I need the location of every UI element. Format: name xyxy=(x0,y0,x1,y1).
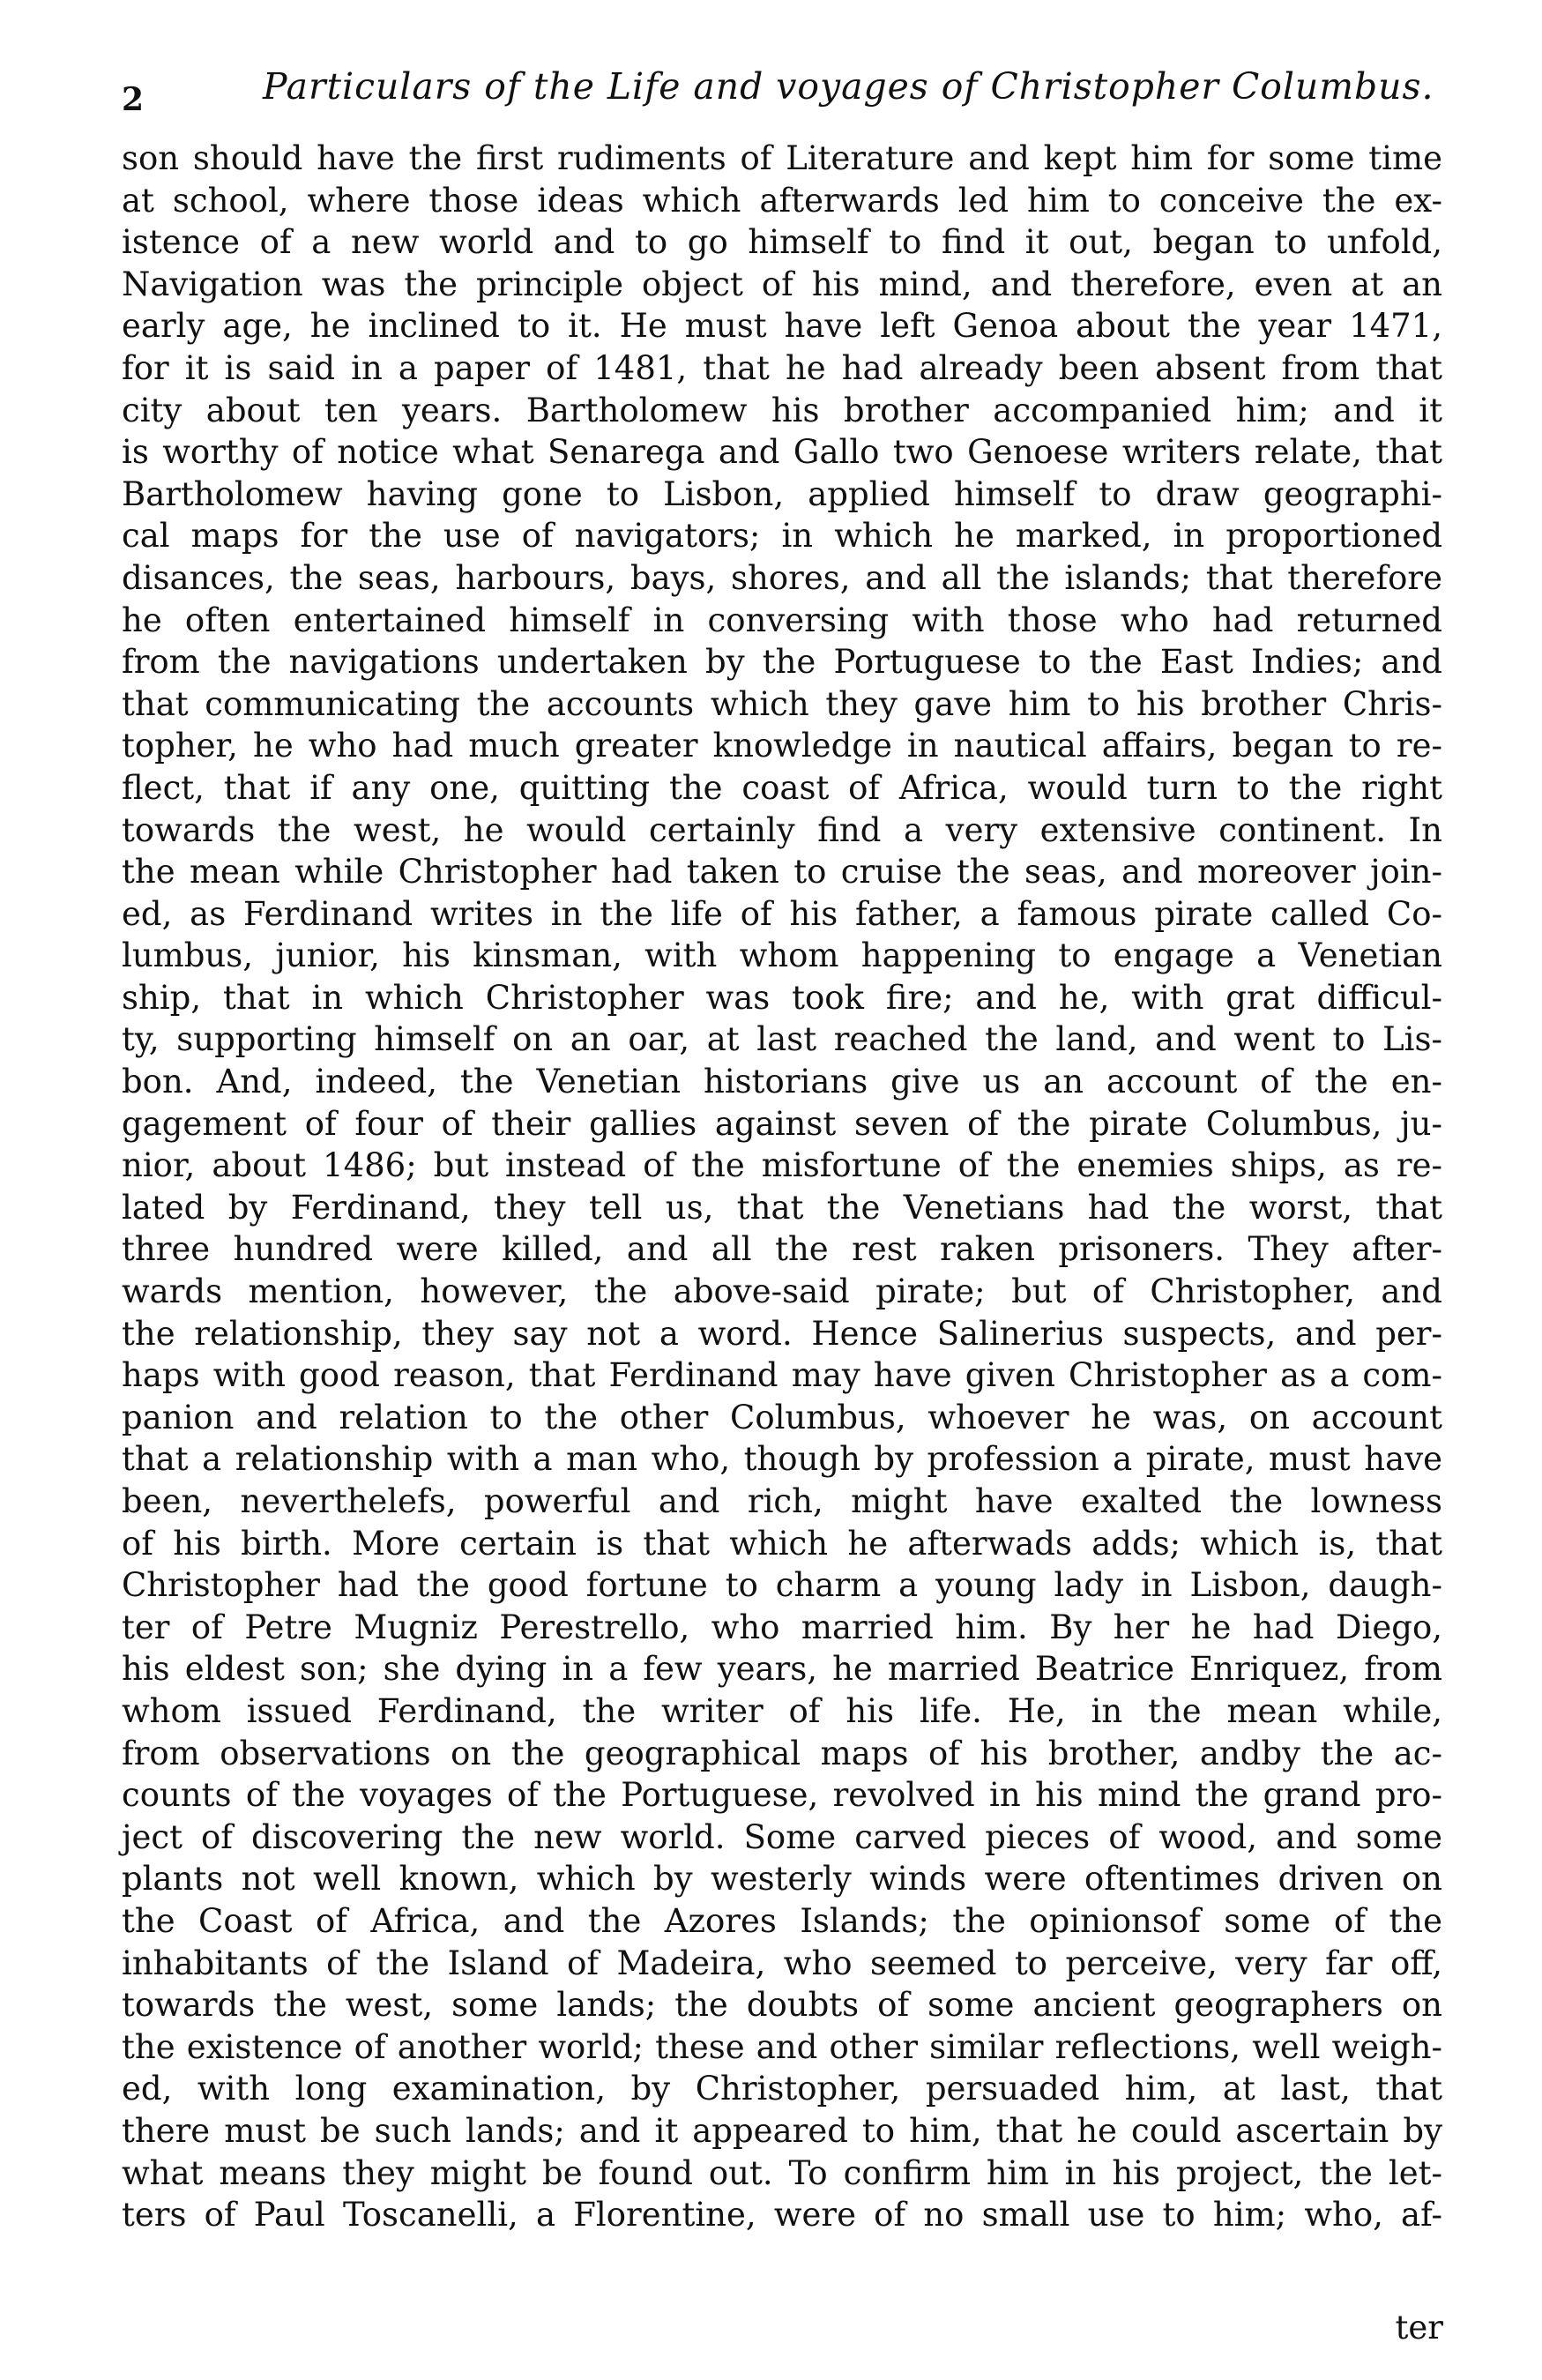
text-line: whom issued Ferdinand, the writer of his life. He, in the mean while, xyxy=(122,1691,1442,1730)
text-line: been, neverthelefs, powerful and rich, might have exalted the lowness xyxy=(122,1482,1442,1520)
text-line: the relationship, they say not a word. Hence Salinerius suspects, and per- xyxy=(122,1314,1442,1353)
running-title: Particulars of the Life and voyages of Christopher Columbus. xyxy=(263,65,1434,108)
text-line: gagement of four of their gallies against seven of the pirate Columbus, ju- xyxy=(122,1104,1442,1143)
text-line: ship, that in which Christopher was took fire; and he, with grat difficul- xyxy=(122,978,1442,1017)
text-line: istence of a new world and to go himself to find it out, began to unfold, xyxy=(122,223,1442,262)
text-line: disances, the seas, harbours, bays, shores, and all the islands; that therefore xyxy=(122,558,1442,597)
text-line: son should have the first rudiments of Literature and kept him for some time xyxy=(122,139,1442,177)
text-line: lumbus, junior, his kinsman, with whom happening to engage a Venetian xyxy=(122,936,1442,975)
catchword: ter xyxy=(1395,2309,1443,2346)
text-line: topher, he who had much greater knowledge in nautical affairs, began to re- xyxy=(122,727,1442,765)
text-line: bon. And, indeed, the Venetian historians give us an account of the en- xyxy=(122,1063,1442,1101)
text-line: of his birth. More certain is that which he afterwads adds; which is, that xyxy=(122,1524,1442,1563)
text-line: the mean while Christopher had taken to cruise the seas, and moreover join- xyxy=(122,853,1442,892)
text-line: at school, where those ideas which afterwards led him to conceive the ex- xyxy=(122,181,1442,220)
text-line: the existence of another world; these and other similar reflections, well weigh- xyxy=(122,2027,1442,2066)
text-line: ty, supporting himself on an oar, at last reached the land, and went to Lis- xyxy=(122,1020,1442,1059)
text-line: panion and relation to the other Columbus, whoever he was, on account xyxy=(122,1398,1442,1436)
text-line: wards mention, however, the above-said pirate; but of Christopher, and xyxy=(122,1272,1442,1311)
text-line: plants not well known, which by westerly winds were oftentimes driven on xyxy=(122,1860,1442,1899)
text-line: early age, he inclined to it. He must have left Genoa about the year 1471, xyxy=(122,307,1442,346)
text-line: he often entertained himself in conversing with those who had returned xyxy=(122,601,1442,639)
text-line: towards the west, some lands; the doubts of some ancient geographers on xyxy=(122,1986,1442,2025)
text-line: from the navigations undertaken by the Portuguese to the East Indies; and xyxy=(122,643,1442,682)
text-line: cal maps for the use of navigators; in which he marked, in proportioned xyxy=(122,517,1442,556)
text-line: that communicating the accounts which they gave him to his brother Chris- xyxy=(122,684,1442,723)
text-line: his eldest son; she dying in a few years, he married Beatrice Enriquez, from xyxy=(122,1650,1442,1689)
text-line: ter of Petre Mugniz Perestrello, who married him. By her he had Diego, xyxy=(122,1608,1442,1646)
page-number: 2 xyxy=(122,81,145,118)
text-line: haps with good reason, that Ferdinand may have given Christopher as a com- xyxy=(122,1356,1442,1395)
text-line: ject of discovering the new world. Some carved pieces of wood, and some xyxy=(122,1817,1442,1856)
text-line: for it is said in a paper of 1481, that he had already been absent from that xyxy=(122,348,1442,387)
text-line: nior, about 1486; but instead of the misfortune of the enemies ships, as re- xyxy=(122,1146,1442,1185)
text-line: what means they might be found out. To confirm him in his project, the let- xyxy=(122,2153,1442,2192)
text-line: Christopher had the good fortune to charm a young lady in Lisbon, daugh- xyxy=(122,1566,1442,1605)
text-line: counts of the voyages of the Portuguese, revolved in his mind the grand pro- xyxy=(122,1776,1442,1815)
text-line: there must be such lands; and it appeared to him, that he could ascertain by xyxy=(122,2111,1442,2150)
text-line: the Coast of Africa, and the Azores Islands; the opinionsof some of the xyxy=(122,1901,1442,1940)
running-head xyxy=(122,62,1444,132)
text-line: ters of Paul Toscanelli, a Florentine, were of no small use to him; who, af- xyxy=(122,2196,1442,2235)
text-line: lated by Ferdinand, they tell us, that the Venetians had the worst, that xyxy=(122,1188,1442,1227)
text-line: towards the west, he would certainly find a very extensive continent. In xyxy=(122,810,1442,849)
text-line: city about ten years. Bartholomew his brother accompanied him; and it xyxy=(122,391,1442,429)
text-line: Bartholomew having gone to Lisbon, applied himself to draw geographi- xyxy=(122,474,1442,513)
text-line: Navigation was the principle object of his mind, and therefore, even at an xyxy=(122,265,1442,303)
text-line: from observations on the geographical maps of his brother, andby the ac- xyxy=(122,1734,1442,1772)
text-line: is worthy of notice what Senarega and Gallo two Genoese writers relate, that xyxy=(122,433,1442,472)
text-line: ed, as Ferdinand writes in the life of his father, a famous pirate called Co- xyxy=(122,894,1442,933)
text-line: flect, that if any one, quitting the coast of Africa, would turn to the right xyxy=(122,768,1442,807)
text-line: that a relationship with a man who, though by profession a pirate, must have xyxy=(122,1440,1442,1479)
body-text xyxy=(122,138,1442,2236)
text-line: inhabitants of the Island of Madeira, who seemed to perceive, very far off, xyxy=(122,1944,1442,1982)
text-line: three hundred were killed, and all the rest raken prisoners. They after- xyxy=(122,1230,1442,1269)
text-line: ed, with long examination, by Christopher, persuaded him, at last, that xyxy=(122,2070,1442,2108)
